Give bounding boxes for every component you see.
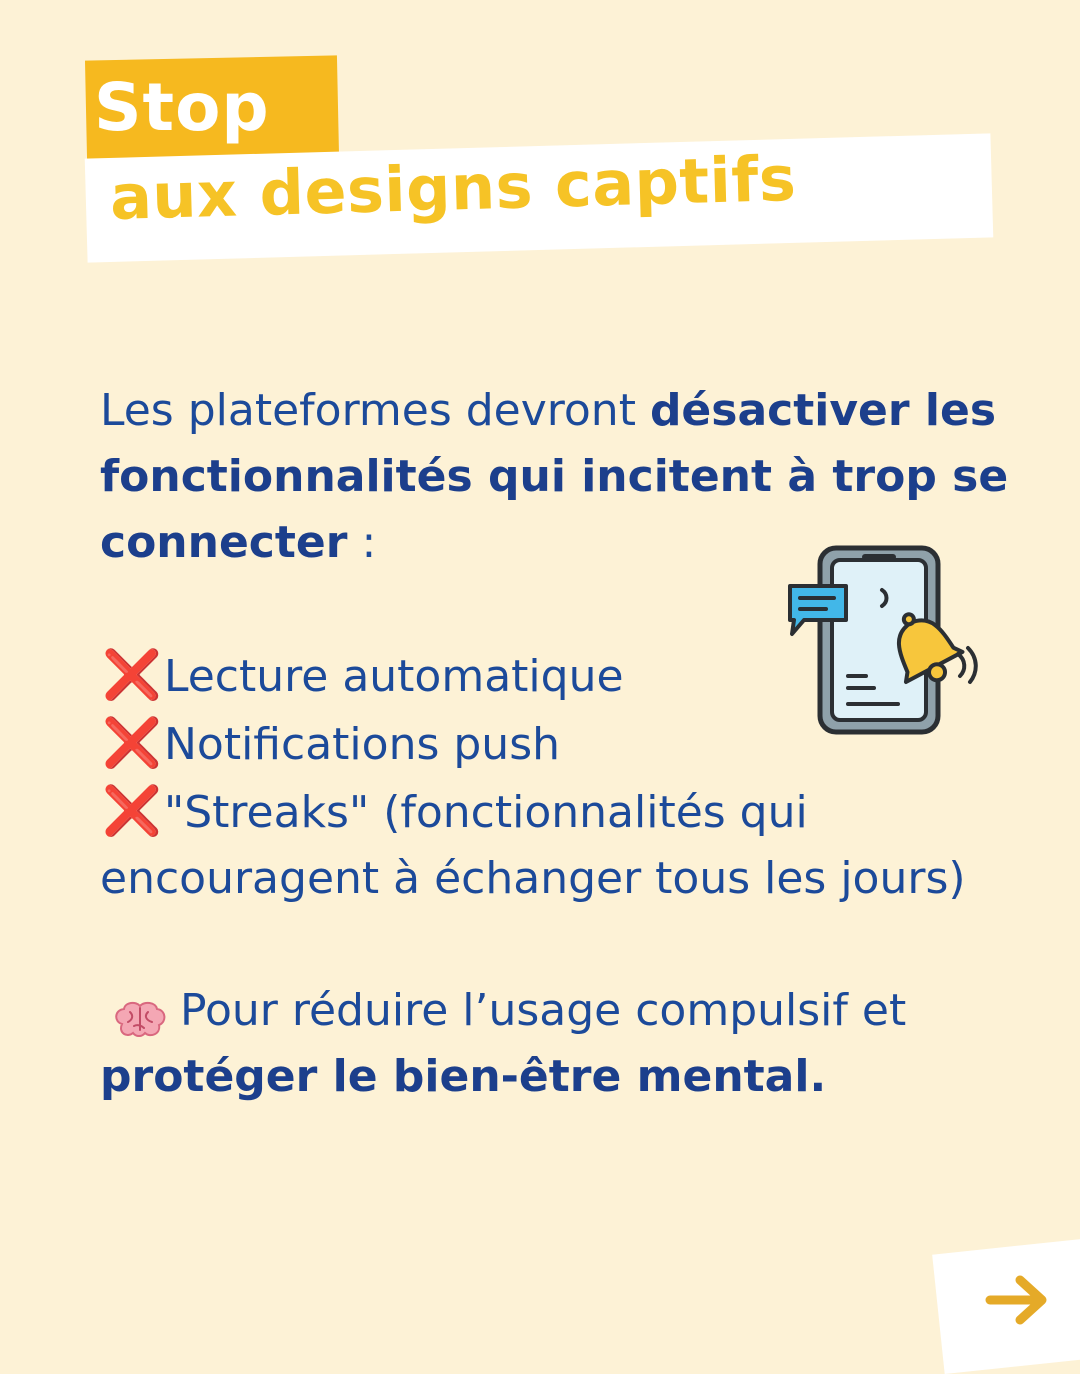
brain-icon xyxy=(112,993,168,1033)
arrow-right-icon[interactable] xyxy=(982,1268,1054,1332)
list-item xyxy=(100,778,1010,912)
conclusion-bold-text: protéger le bien-être mental. xyxy=(100,1051,827,1102)
list-item-text: Notifications push xyxy=(164,719,560,770)
conclusion-text: Pour réduire l’usage compulsif et xyxy=(180,985,907,1036)
conclusion-paragraph xyxy=(100,978,1010,1110)
body-text xyxy=(100,378,1010,1110)
intro-colon: : xyxy=(347,517,377,568)
intro-bold-text: désactiver les fonctionnalités qui incitent à trop se connecter xyxy=(100,385,1009,568)
intro-text: Les plateformes devront xyxy=(100,385,650,436)
title-stop: Stop xyxy=(94,69,270,146)
cross-icon: ❌ xyxy=(102,783,162,839)
list-item-text: Lecture automatique xyxy=(164,651,624,702)
phone-notification-icon xyxy=(782,544,978,736)
cross-icon: ❌ xyxy=(102,647,162,703)
cross-icon: ❌ xyxy=(102,715,162,771)
list-item-text: "Streaks" (fonctionnalités qui encouragent à échanger tous les jours) xyxy=(100,787,966,904)
spacer xyxy=(100,912,1010,978)
title-subtitle: aux designs captifs xyxy=(108,141,798,234)
